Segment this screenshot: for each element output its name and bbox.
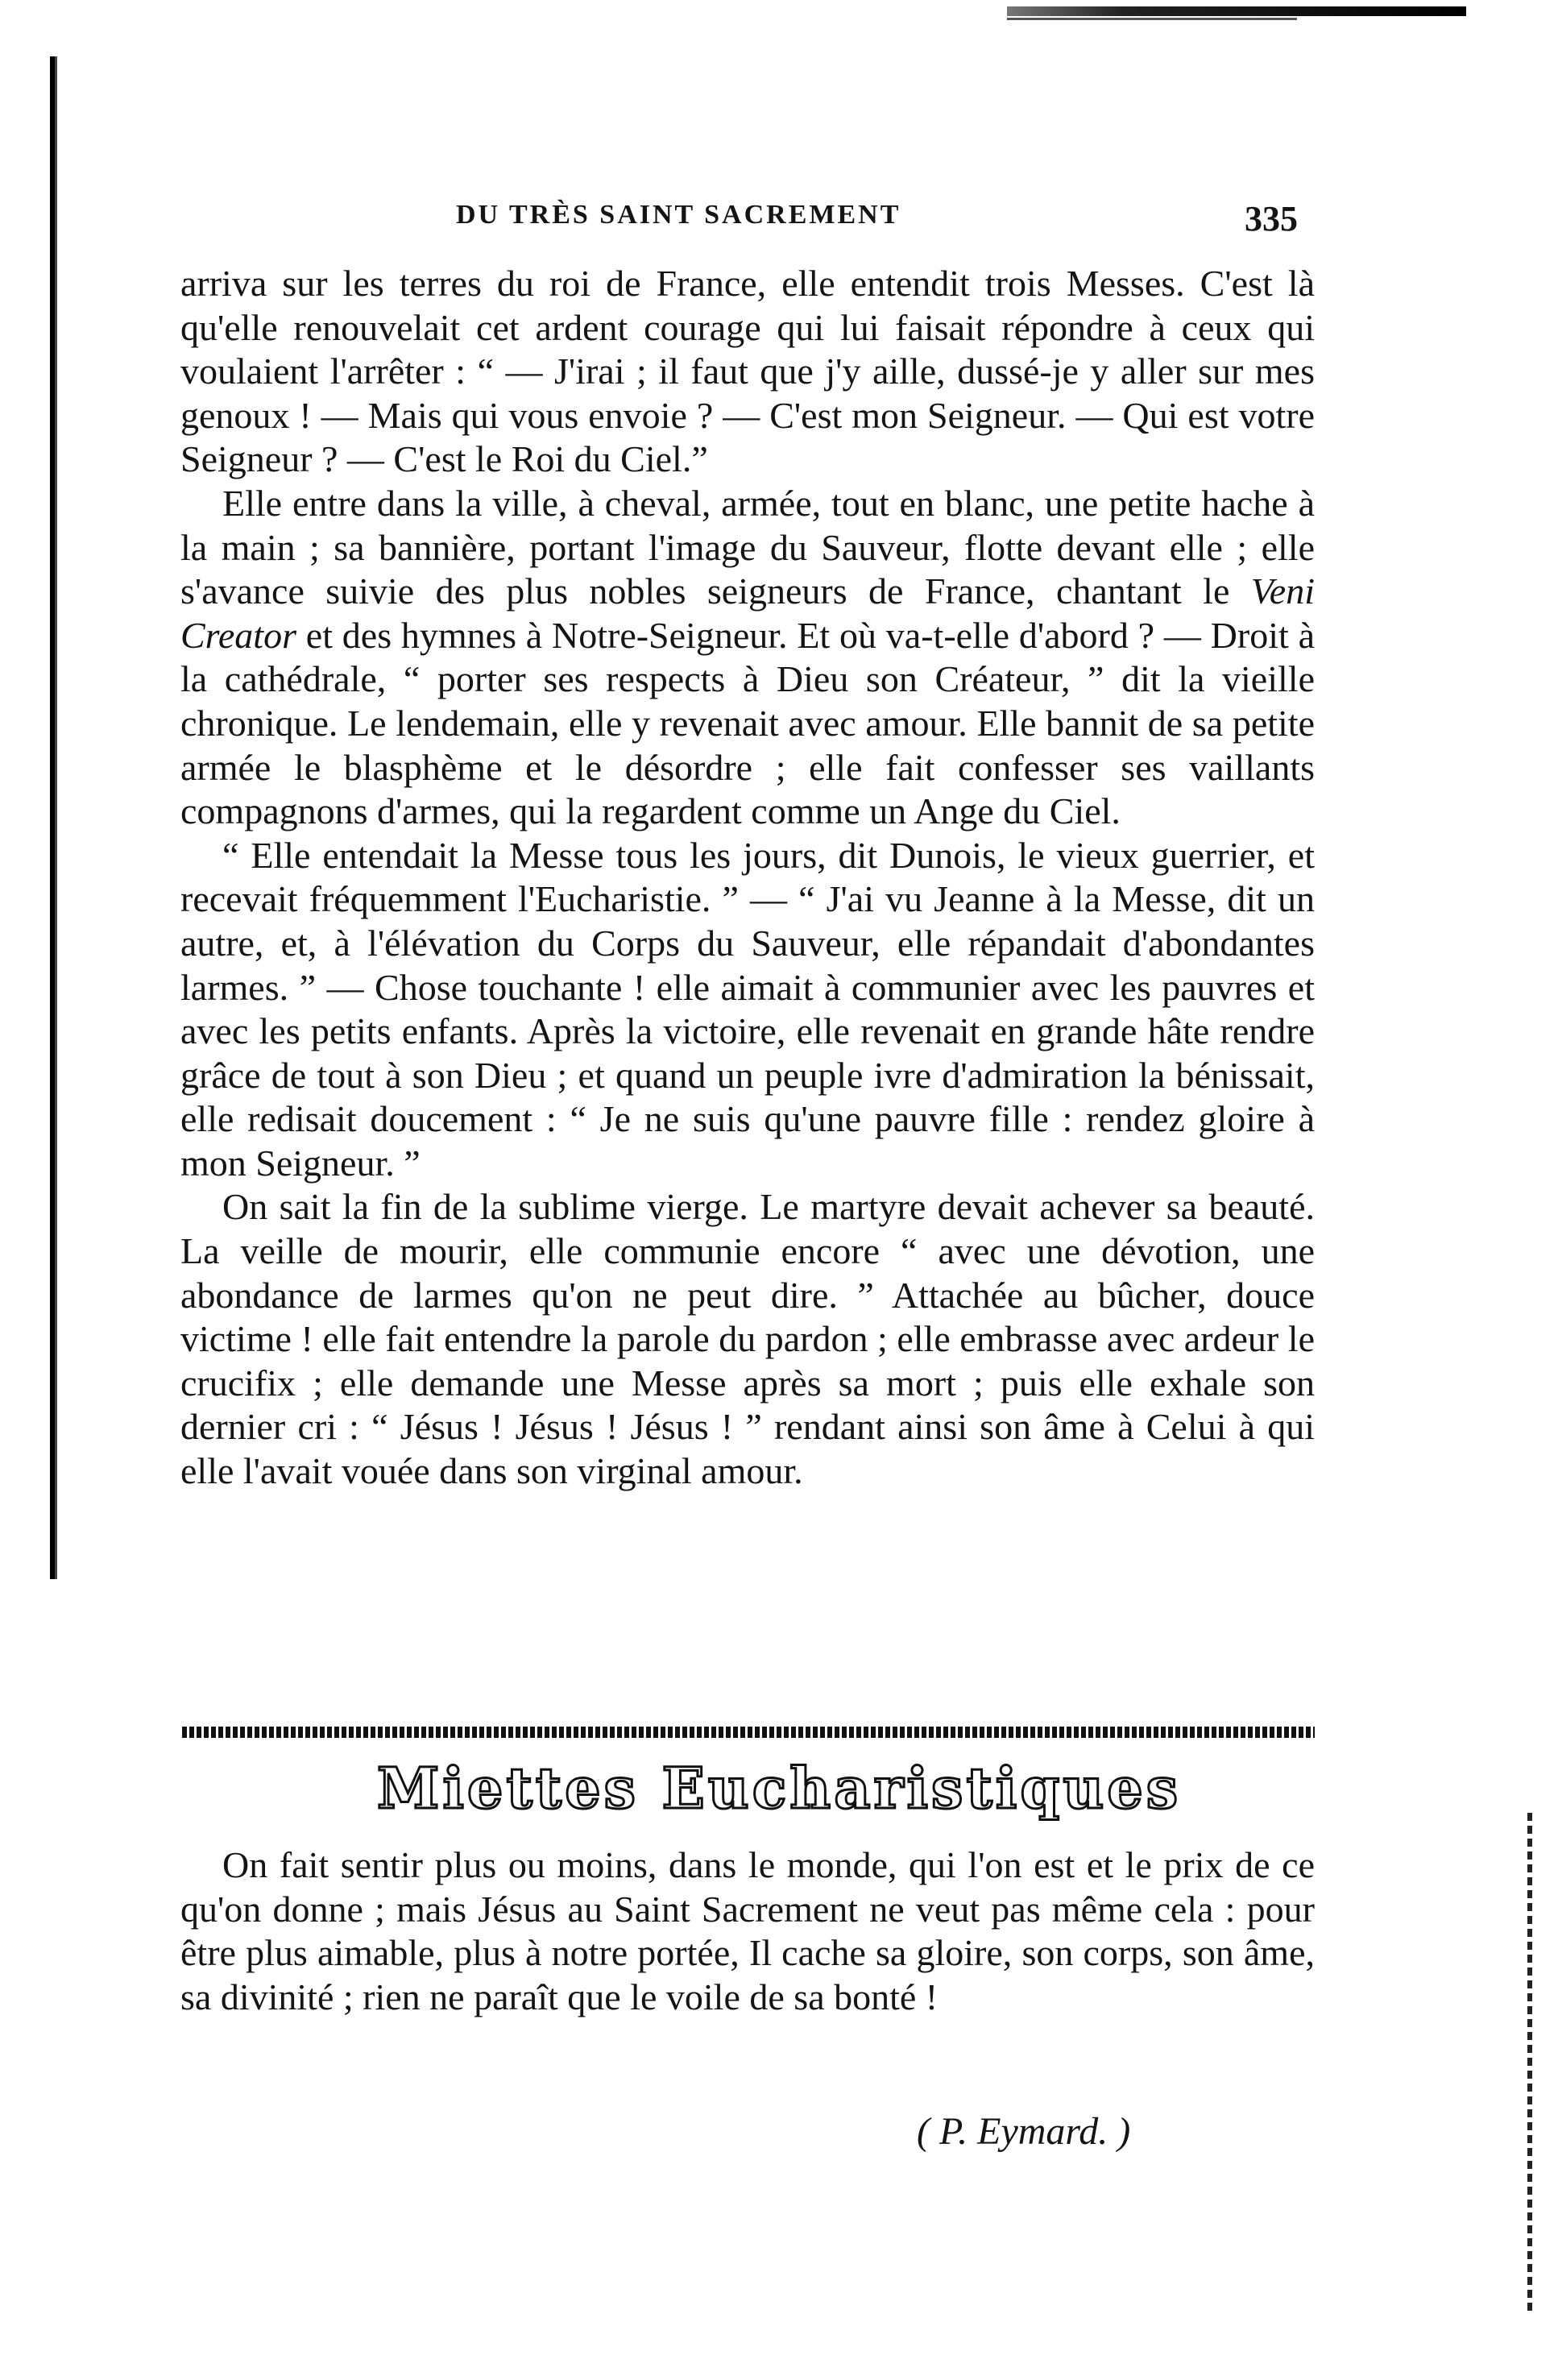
- running-head: [0, 200, 1558, 248]
- section-text: [180, 1843, 1315, 2019]
- section-heading: Miettes Eucharistiques: [376, 1755, 1182, 1822]
- body-text: [180, 262, 1315, 1494]
- paragraph-2: [180, 482, 1315, 834]
- running-title: DU TRÈS SAINT SACREMENT: [456, 200, 901, 230]
- scan-top-rule-thin: [1007, 18, 1297, 20]
- attribution: ( P. Eymard. ): [917, 2110, 1131, 2153]
- paragraph-1: arriva sur les terres du roi de France, elle entendit trois Messes. C'est là qu'elle renouvelait cet ardent courage qui lui faisait répondre à ceux qui voulaient l'arrêter : “ — J'irai ; il faut que j'y aille, dussé-je y aller sur mes genoux ! — Mais qui vous envoie ? — C'est mon Seigneur. — Qui est votre Seigneur ? — C'est le Roi du Ciel.”: [180, 263, 1315, 480]
- paragraph-2-start: Elle entre dans la ville, à cheval, armée, tout en blanc, une petite hache à la main ; sa bannière, portant l'image du Sauveur, flotte devant elle ; elle s'avance suivie des plus nobles seigneurs de France, chantant le: [180, 482, 1315, 612]
- scan-binding-edge: [50, 56, 63, 1579]
- section-paragraph: On fait sentir plus ou moins, dans le monde, qui l'on est et le prix de ce qu'on donne ; mais Jésus au Saint Sacrement ne veut pas même cela : pour être plus aimable, plus à notre portée, Il cache sa gloire, son corps, son âme, sa divinité ; rien ne paraît que le voile de sa bonté !: [180, 1844, 1315, 2017]
- paragraph-4: On sait la fin de la sublime vierge. Le martyre devait achever sa beauté. La veille de mourir, elle communie encore “ avec une dévotion, une abondance de larmes qu'on ne peut dire. ” Attachée au bûcher, douce victime ! elle fait entendre la parole du pardon ; elle embrasse avec ardeur le crucifix ; elle demande une Messe après sa mort ; puis elle exhale son dernier cri : “ Jésus ! Jésus ! Jésus ! ” rendant ainsi son âme à Celui à qui elle l'avait vouée dans son virginal amour.: [180, 1186, 1315, 1492]
- hymn-title: Veni Creator: [180, 570, 1315, 656]
- ornamental-divider: [182, 1727, 1315, 1738]
- paragraph-3: “ Elle entendait la Messe tous les jours, dit Dunois, le vieux guerrier, et recevait fréquemment l'Eucharistie. ” — “ J'ai vu Jeanne à la Messe, dit un autre, et, à l'élévation du Corps du Sauveur, elle répandait d'abondantes larmes. ” — Chose touchante ! elle aimait à communier avec les pauvres et avec les petits enfants. Après la victoire, elle revenait en grande hâte rendre grâce de tout à son Dieu ; et quand un peuple ivre d'admiration la bénissait, elle redisait doucement : “ Je ne suis qu'une pauvre fille : rendez gloire à mon Seigneur. ”: [180, 834, 1315, 1184]
- page-number: 335: [1245, 199, 1298, 238]
- scan-top-rule: [1007, 6, 1466, 16]
- paragraph-2-end: et des hymnes à Notre-Seigneur. Et où va-t-elle d'abord ? — Droit à la cathédrale, “ porter ses respects à Dieu son Créateur, ” dit la vieille chronique. Le lendemain, elle y revenait avec amour. Elle bannit de sa petite armée le blasphème et le désordre ; elle fait confesser ses vaillants compagnons d'armes, qui la regardent comme un Ange du Ciel.: [180, 614, 1315, 832]
- scan-right-edge: [1527, 1813, 1532, 2312]
